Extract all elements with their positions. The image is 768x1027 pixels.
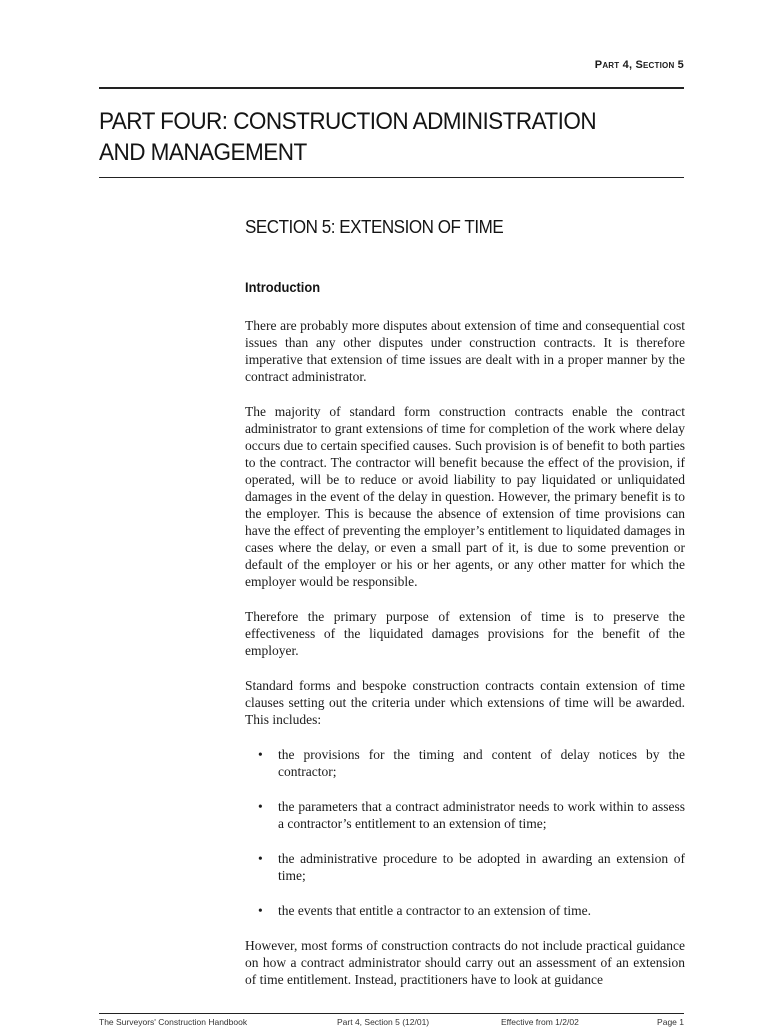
list-item-text: the events that entitle a contractor to an extension of time. [278, 903, 592, 918]
list-item-text: the administrative procedure to be adopted in awarding an extension of time; [278, 851, 685, 883]
list-item [245, 798, 685, 832]
footer-effective-date: Effective from 1/2/02 [501, 1017, 579, 1027]
title-rule [99, 177, 684, 178]
bullet-icon: • [258, 851, 263, 866]
paragraph: There are probably more disputes about extension of time and consequential cost issues than any other disputes under construction contracts. It is therefore imperative that extension of time issues are dealt with in a proper manner by the contract administrator. [245, 318, 685, 384]
bullet-icon: • [258, 747, 263, 762]
section-title: SECTION 5: EXTENSION OF TIME [245, 216, 504, 237]
footer-rule [99, 1013, 684, 1014]
list-item-text: the parameters that a contract administrator needs to work within to assess a contractor’s entitlement to an extension of time; [278, 799, 685, 831]
bullet-icon: • [258, 799, 263, 814]
paragraph: Therefore the primary purpose of extension of time is to preserve the effectiveness of the liquidated damages provisions for the benefit of the employer. [245, 609, 685, 658]
paragraph: However, most forms of construction contracts do not include practical guidance on how a contract administrator should carry out an assessment of an extension of time entitlement. Instead, practitioners have to look at guidance [245, 938, 685, 987]
paragraph: The majority of standard form construction contracts enable the contract administrator to grant extensions of time for completion of the work where delay occurs due to certain specified causes. Such provision is of benefit to both parties to the contract. The contractor will benefit because the effect of the provision, if operated, will be to reduce or avoid liability to pay liquidated or unliquidated damages in the event of the delay in question. However, the primary benefit is to the employer. This is because the absence of extension of time provisions can have the effect of preventing the employer’s entitlement to liquidated damages in cases where the delay, or even a small part of it, is due to some prevention or default of the employer or his or her agents, or any other matter for which the employer would be responsible. [245, 404, 685, 589]
introduction-heading: Introduction [245, 279, 321, 295]
list-item [245, 850, 685, 884]
list-item [245, 746, 685, 780]
list-item [245, 902, 685, 919]
part-title: PART FOUR: CONSTRUCTION ADMINISTRATION AND MANAGEMENT [99, 108, 597, 166]
body-text [245, 317, 685, 1006]
footer-part-reference: Part 4, Section 5 (12/01) [337, 1017, 430, 1027]
header-rule [99, 87, 684, 89]
running-head: Part 4, Section 5 [594, 59, 684, 71]
list-item-text: the provisions for the timing and content of delay notices by the contractor; [278, 747, 685, 779]
footer-handbook-title: The Surveyors' Construction Handbook [99, 1017, 248, 1027]
footer-page-number: Page 1 [657, 1017, 684, 1027]
bullet-list [245, 746, 685, 919]
paragraph: Standard forms and bespoke construction contracts contain extension of time clauses setting out the criteria under which extensions of time will be awarded. This includes: [245, 678, 685, 727]
bullet-icon: • [258, 903, 263, 918]
